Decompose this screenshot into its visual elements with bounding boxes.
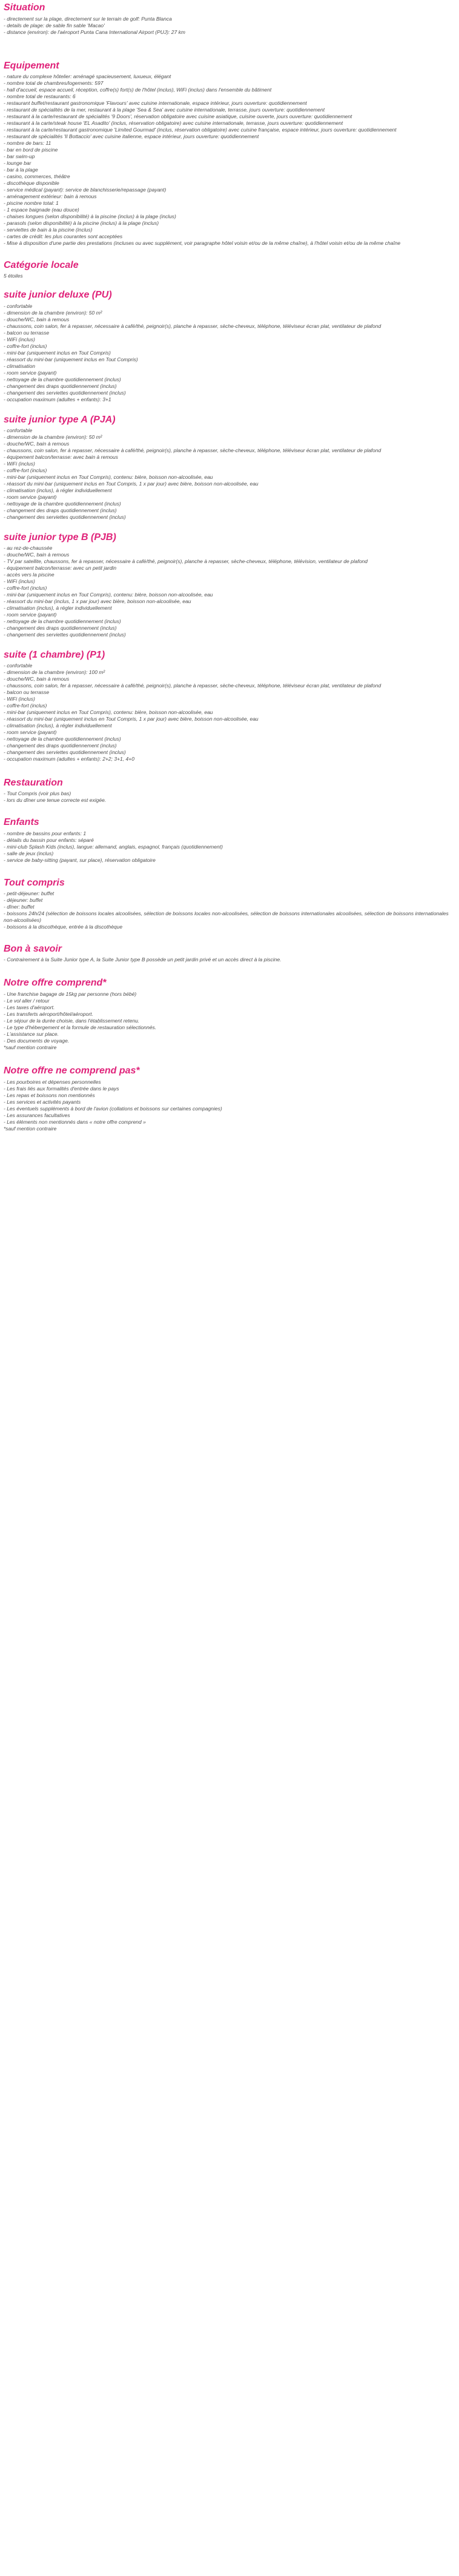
section-list [4,662,455,762]
section-situation [4,0,455,36]
list-item: - coffre-fort (inclus) [4,467,47,473]
list-item: - serviettes de bain à la piscine (inclus) [4,227,93,233]
list-item: - lounge bar [4,160,31,166]
section-list [4,16,455,36]
list-item: - distance (environ): de l'aéroport Punta Cana International Airport (PUJ): 27 km [4,29,185,35]
list-item: - au rez-de-chaussée [4,545,53,551]
list-item: - mini-bar (uniquement inclus en Tout Compris), contenu: bière, boisson non-alcoolisée, eau [4,474,213,480]
list-item: - réassort du mini-bar (uniquement inclus en Tout Compris, 1 x par jour) avec bière, boisson non-alcoolisée, eau [4,716,259,722]
section-list [4,956,455,963]
list-item: - aménagement extérieur: bain à remous [4,193,97,199]
list-item: - changement des serviettes quotidiennement (inclus) [4,514,126,520]
list-item: - nombre de bassins pour enfants: 1 [4,830,87,836]
section-notre-offre-comprend [4,963,455,1051]
list-item: - douche/WC, bain à remous [4,676,70,682]
list-item: - balcon ou terrasse [4,689,50,695]
list-item: - Les éventuels suppléments à bord de l'avion (collations et boissons sur certaines compagnies) [4,1106,222,1112]
list-item: - room service (payant) [4,729,57,735]
section-list [4,790,455,804]
list-item: - Les éléments non mentionnés dans « notre offre comprend » [4,1119,146,1125]
list-item: - nature du complexe hôtelier: aménagé spacieusement, luxueux, élégant [4,73,171,79]
list-item: - discothèque disponible [4,180,59,186]
list-item: - nettoyage de la chambre quotidiennement (inclus) [4,501,121,507]
list-item: - nettoyage de la chambre quotidiennement (inclus) [4,736,121,742]
list-item: - déjeuner: buffet [4,897,43,903]
list-item: - équipement balcon/terrasse: avec un petit jardin [4,565,117,571]
list-item: - Contrairement à la Suite Junior type A, la Suite Junior type B possède un petit jardin privé et un accès direct à la piscine. [4,956,282,963]
list-item: - salle de jeux (inclus) [4,850,54,856]
list-item: - occupation maximum (adultes + enfants): 3+1 [4,396,111,402]
section-bon-a-savoir [4,930,455,963]
section-subtitle: 5 étoiles [4,273,23,279]
list-item: - douche/WC, bain à remous [4,316,70,322]
list-item: - room service (payant) [4,612,57,618]
list-item: - room service (payant) [4,494,57,500]
section-categorie-locale [4,247,455,279]
list-item: - chaises longues (selon disponibilité) à la piscine (inclus) à la plage (inclus) [4,213,176,219]
list-item: - petit-déjeuner: buffet [4,890,54,896]
list-item: - Les taxes d'aéroport. [4,1004,55,1010]
list-item: - mini-bar (uniquement inclus en Tout Compris), contenu: bière, boisson non-alcoolisée, eau [4,592,213,598]
list-item: - dimension de la chambre (environ): 50 m² [4,434,102,440]
section-enfants [4,804,455,864]
list-item: - douche/WC, bain à remous [4,441,70,447]
section-list [4,991,455,1051]
list-item: - climatisation (inclus), à régler individuellement [4,487,112,493]
section-list [4,890,455,930]
section-suite-1-chambre-p1 [4,638,455,762]
section-title: Enfants [4,817,39,827]
list-item: - parasols (selon disponibilité) à la piscine (inclus) à la plage (inclus) [4,220,159,226]
list-item: - nettoyage de la chambre quotidiennement (inclus) [4,376,121,382]
list-item: - restaurant de spécialités de la mer, restaurant à la plage 'Sea & Sea' avec cuisine internationale, terrasse, jours ouverture: quotidiennement [4,107,325,113]
section-list [4,303,455,403]
list-item: - accès vers la piscine [4,572,54,578]
list-item: - WiFi (inclus) [4,696,35,702]
section-notre-offre-ne-comprend-pas [4,1051,455,1132]
list-item: - réassort du mini-bar (uniquement inclus en Tout Compris, 1 x par jour) avec bière, boisson non-alcoolisée, eau [4,481,259,487]
section-title: Notre offre ne comprend pas* [4,1066,140,1076]
list-item: - occupation maximum (adultes + enfants): 2+2; 3+1, 4+0 [4,756,134,762]
list-item: - nombre total de restaurants: 6 [4,93,76,99]
list-item: - WiFi (inclus) [4,461,35,467]
list-item: - douche/WC, bain à remous [4,552,70,558]
section-equipement [4,36,455,247]
list-item: - Des documents de voyage. [4,1038,70,1044]
list-item: - Les pourboires et dépenses personnelles [4,1079,101,1085]
list-item: - Le vol aller / retour [4,998,50,1004]
list-item: - restaurant à la carte/steak house 'EL Asadito' (inclus, réservation obligatoire) avec cuisine internationale, terrasse, jours ouverture: quotidiennement [4,120,343,126]
list-item: - 1 espace baignade (eau douce) [4,207,79,213]
list-item: - nettoyage de la chambre quotidiennement (inclus) [4,618,121,624]
hotel-description-page [0,0,459,1132]
list-item: *sauf mention contraire [4,1044,57,1050]
section-title: Tout compris [4,878,65,888]
list-item: - changement des serviettes quotidiennement (inclus) [4,632,126,638]
list-item: - climatisation [4,363,35,369]
section-title: Restauration [4,778,63,788]
section-title: Bon à savoir [4,944,62,954]
list-item: - dimension de la chambre (environ): 100 m² [4,669,105,675]
list-item: - Le séjour de la durée choisie, dans l'établissement retenu. [4,1018,140,1024]
list-item: - room service (payant) [4,370,57,376]
list-item: - cartes de crédit: les plus courantes sont acceptées [4,233,123,239]
list-item: - nombre de bars: 11 [4,140,51,146]
section-list [4,1079,455,1132]
list-item: - changement des serviettes quotidiennement (inclus) [4,749,126,755]
list-item: - chaussons, coin salon, fer à repasser, nécessaire à café/thé, peignoir(s), planche à repasser, sèche-cheveux, téléphone, téléviseur écran plat, ventilateur de plafond [4,447,381,453]
section-title: suite (1 chambre) (P1) [4,650,105,660]
list-item: - confortable [4,303,33,309]
list-item: - hall d'accueil, espace accueil, réception, coffre(s) fort(s) de l'hôtel (inclus), WiFi (inclus) dans l'ensemble du bâtiment [4,87,272,93]
section-title: suite junior type B (PJB) [4,532,116,542]
section-title: Situation [4,2,45,13]
list-item: - Les assurances facultatives [4,1112,70,1118]
list-item: - Une franchise bagage de 15kg par personne (hors bébé) [4,991,137,997]
list-item: - WiFi (inclus) [4,578,35,584]
list-item: - bar à la plage [4,167,38,173]
section-suite-junior-type-b-pjb [4,521,455,638]
list-item: - dimension de la chambre (environ): 50 m² [4,310,102,316]
list-item: - changement des draps quotidiennement (inclus) [4,625,117,631]
list-item: - climatisation (inclus), à régler individuellement [4,722,112,729]
section-list [4,830,455,864]
list-item: - L'assistance sur place. [4,1031,59,1037]
section-title: Equipement [4,61,59,71]
list-item: - chaussons, coin salon, fer à repasser, nécessaire à café/thé, peignoir(s), planche à repasser, sèche-cheveux, téléphone, téléviseur écran plat, ventilateur de plafond [4,682,381,689]
list-item: - équipement balcon/terrasse: avec bain à remous [4,454,118,460]
list-item: - coffre-fort (inclus) [4,702,47,709]
list-item: - Tout Compris (voir plus bas) [4,790,71,796]
list-item: - restaurant de spécialités 'Il Bottaccio' avec cuisine italienne, espace intérieur, jours ouverture: quotidiennement [4,133,259,139]
list-item: - nombre total de chambres/logements: 597 [4,80,104,86]
list-item: - changement des draps quotidiennement (inclus) [4,507,117,513]
list-item: - details de plage: de sable fin sable 'Macao' [4,22,105,28]
section-suite-junior-type-a-pja [4,403,455,521]
list-item: - coffre-fort (inclus) [4,585,47,591]
list-item: - WiFi (inclus) [4,336,35,342]
list-item: - mini-club Splash Kids (inclus), langue: allemand, anglais, espagnol, français (quotidiennement) [4,844,223,850]
list-item: - climatisation (inclus), à régler individuellement [4,605,112,611]
section-title: suite junior type A (PJA) [4,415,116,425]
list-item: - boissons à la discothèque, entrée à la discothèque [4,924,123,930]
list-item: - restaurant à la carte/restaurant de spécialités '9 Doors', réservation obligatoire avec cuisine asiatique, cuisine ouverte, jours ouverture: quotidiennement [4,113,352,119]
list-item: - réassort du mini-bar (uniquement inclus en Tout Compris) [4,356,138,362]
list-item: - Les frais liés aux formalités d'entrée dans le pays [4,1086,119,1092]
list-item: - changement des draps quotidiennement (inclus) [4,742,117,749]
list-item: - service de baby-sitting (payant, sur place), réservation obligatoire [4,857,156,863]
list-item: - confortable [4,427,33,433]
list-item: - lors du dîner une tenue correcte est exigée. [4,797,107,803]
list-item: - Mise à disposition d'une partie des prestations (incluses ou avec supplément, voir paragraphe hôtel voisin et/ou de la même chaîne), à l'hôtel voisin et/ou de la même chaîne [4,240,401,246]
section-title: Catégorie locale [4,260,79,270]
list-item: - chaussons, coin salon, fer à repasser, nécessaire à café/thé, peignoir(s), planche à repasser, sèche-cheveux, téléphone, téléviseur écran plat, ventilateur de plafond [4,323,381,329]
section-list [4,427,455,521]
list-item: - bar swim-up [4,153,35,159]
list-item: - restaurant à la carte/restaurant gastronomique 'Limited Gourmad' (inclus, réservation obligatoire) avec cuisine française, espace intérieur, jours ouverture: quotidiennement [4,127,397,133]
list-item: - service médical (payant): service de blanchisserie/repassage (payant) [4,187,167,193]
list-item: - changement des draps quotidiennement (inclus) [4,383,117,389]
list-item: - piscine nombre total: 1 [4,200,59,206]
section-restauration [4,762,455,804]
list-item: - bar en bord de piscine [4,147,58,153]
section-suite-junior-deluxe-pu [4,279,455,403]
list-item: - confortable [4,662,33,669]
list-item: - Le type d'hébergement et la formule de restauration sélectionnés. [4,1024,157,1030]
section-list [4,545,455,638]
section-tout-compris [4,864,455,930]
list-item: - casino, commerces, théâtre [4,173,70,179]
list-item: - Les services et activités payants [4,1099,81,1105]
list-item: - TV par satellite, chaussons, fer à repasser, nécessaire à café/thé, peignoir(s), planche à repasser, sèche-cheveux, téléphone, télévision, ventilateur de plafond [4,558,368,564]
section-list [4,73,455,247]
list-item: - Les repas et boissons non mentionnés [4,1092,95,1098]
list-item: - dîner: buffet [4,904,35,910]
list-item: - Les transferts aéroport/hôtel/aéroport. [4,1011,93,1017]
list-item: - coffre-fort (inclus) [4,343,47,349]
section-title: suite junior deluxe (PU) [4,290,112,300]
list-item: - changement des serviettes quotidiennement (inclus) [4,390,126,396]
section-title: Notre offre comprend* [4,978,107,988]
list-item: *sauf mention contraire [4,1126,57,1132]
list-item: - réassort du mini-bar (inclus, 1 x par jour) avec bière, boisson non-alcoolisée, eau [4,598,191,604]
list-item: - restaurant buffet/restaurant gastronomique 'Flavours' avec cuisine internationale, espace intérieur, jours ouverture: quotidiennement [4,100,307,106]
list-item: - mini-bar (uniquement inclus en Tout Compris) [4,350,111,356]
list-item: - mini-bar (uniquement inclus en Tout Compris), contenu: bière, boisson non-alcoolisée, eau [4,709,213,715]
list-item: - directement sur la plage, directement sur le terrain de golf: Punta Blanca [4,16,172,22]
list-item: - détails du bassin pour enfants: séparé [4,837,94,843]
list-item: - boissons 24h/24 (sélection de boissons locales alcoolisées, sélection de boissons locales non-alcoolisées, sélection de boissons internationales alcoolisées, sélection de boissons internationales non-alcoolisées) [4,910,449,923]
list-item: - balcon ou terrasse [4,330,50,336]
